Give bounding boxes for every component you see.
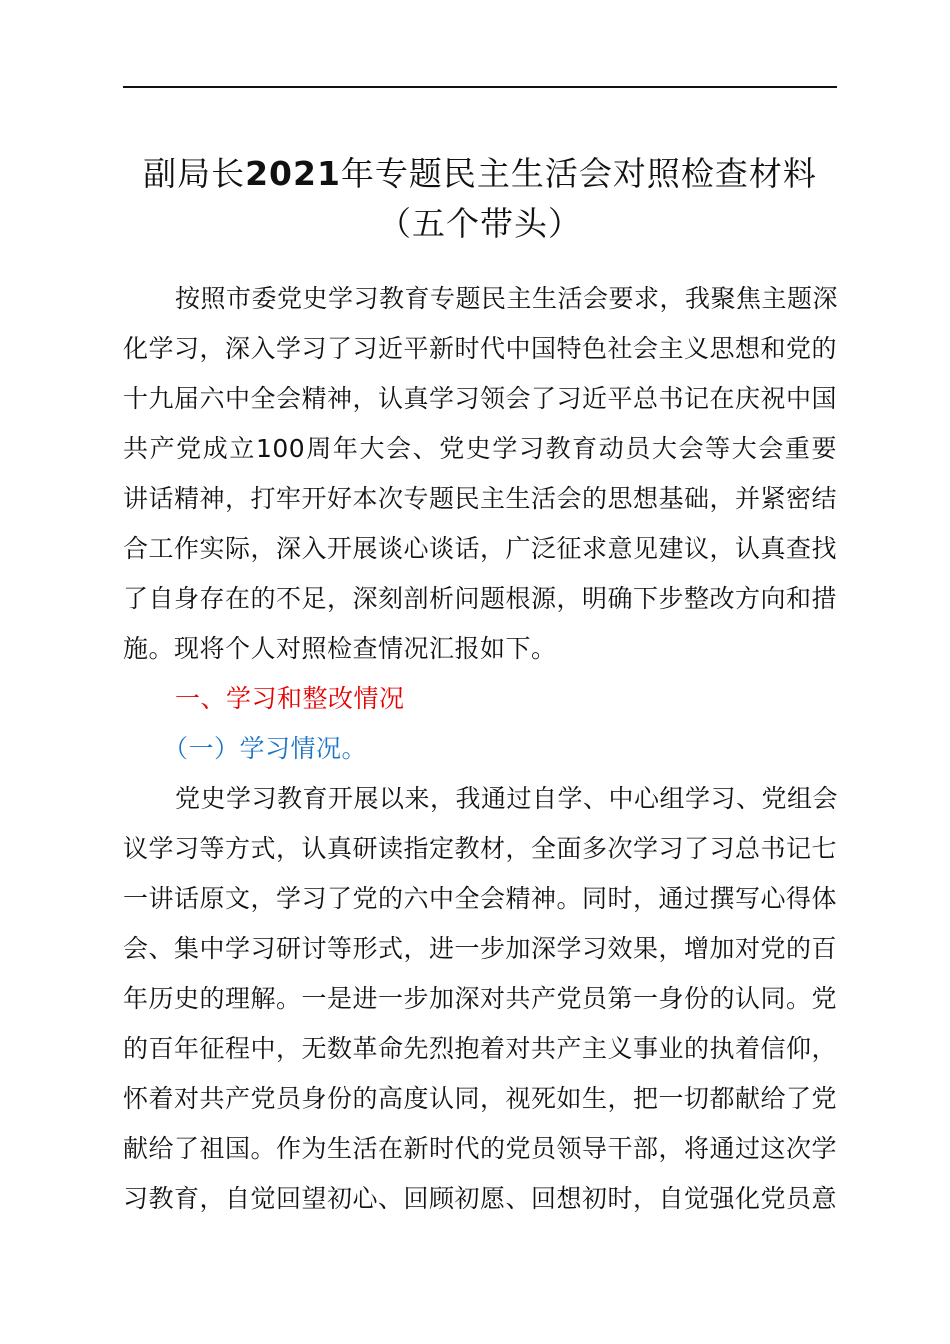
study-line: 议学习等方式，认真研读指定教材，全面多次学习了习总书记七 <box>123 834 838 863</box>
study-line: 习教育，自觉回望初心、回顾初愿、回想初时，自觉强化党员意 <box>123 1184 838 1213</box>
document-subtitle: （五个带头） <box>378 204 582 243</box>
intro-line: 了自身存在的不足，深刻剖析问题根源，明确下步整改方向和措 <box>123 584 838 613</box>
subsection-heading: （一）学习情况。 <box>163 734 368 763</box>
study-line: 的百年征程中，无数革命先烈抱着对共产主义事业的执着信仰， <box>123 1034 838 1063</box>
title-year: 2021 <box>245 154 341 193</box>
intro-line: 化学习，深入学习了习近平新时代中国特色社会主义思想和党的 <box>123 334 838 363</box>
intro-line: 合工作实际，深入开展谈心谈话，广泛征求意见建议，认真查找 <box>123 534 838 563</box>
study-line: 献给了祖国。作为生活在新时代的党员领导干部，将通过这次学 <box>123 1134 838 1163</box>
intro-line: 讲话精神，打牢开好本次专题民主生活会的思想基础，并紧密结 <box>123 484 838 513</box>
intro-line: 施。现将个人对照检查情况汇报如下。 <box>123 634 557 663</box>
intro-line: 共产党成立100周年大会、党史学习教育动员大会等大会重要 <box>123 434 837 463</box>
document-title <box>110 150 850 198</box>
study-line: 党史学习教育开展以来，我通过自学、中心组学习、党组会 <box>175 784 839 813</box>
study-line: 会、集中学习研讨等形式，进一步加深学习效果，增加对党的百 <box>123 934 838 963</box>
title-prefix: 副局长 <box>143 154 246 193</box>
study-line: 一讲话原文，学习了党的六中全会精神。同时，通过撰写心得体 <box>123 884 838 913</box>
study-line: 怀着对共产党员身份的高度认同，视死如生，把一切都献给了党 <box>123 1084 838 1113</box>
section-heading: 一、学习和整改情况 <box>175 684 405 713</box>
header-rule <box>123 86 837 88</box>
intro-line: 按照市委党史学习教育专题民主生活会要求，我聚焦主题深 <box>175 284 839 313</box>
intro-line: 十九届六中全会精神，认真学习领会了习近平总书记在庆祝中国 <box>123 384 838 413</box>
study-line: 年历史的理解。一是进一步加深对共产党员第一身份的认同。党 <box>123 984 838 1013</box>
title-suffix: 年专题民主生活会对照检查材料 <box>340 154 817 193</box>
